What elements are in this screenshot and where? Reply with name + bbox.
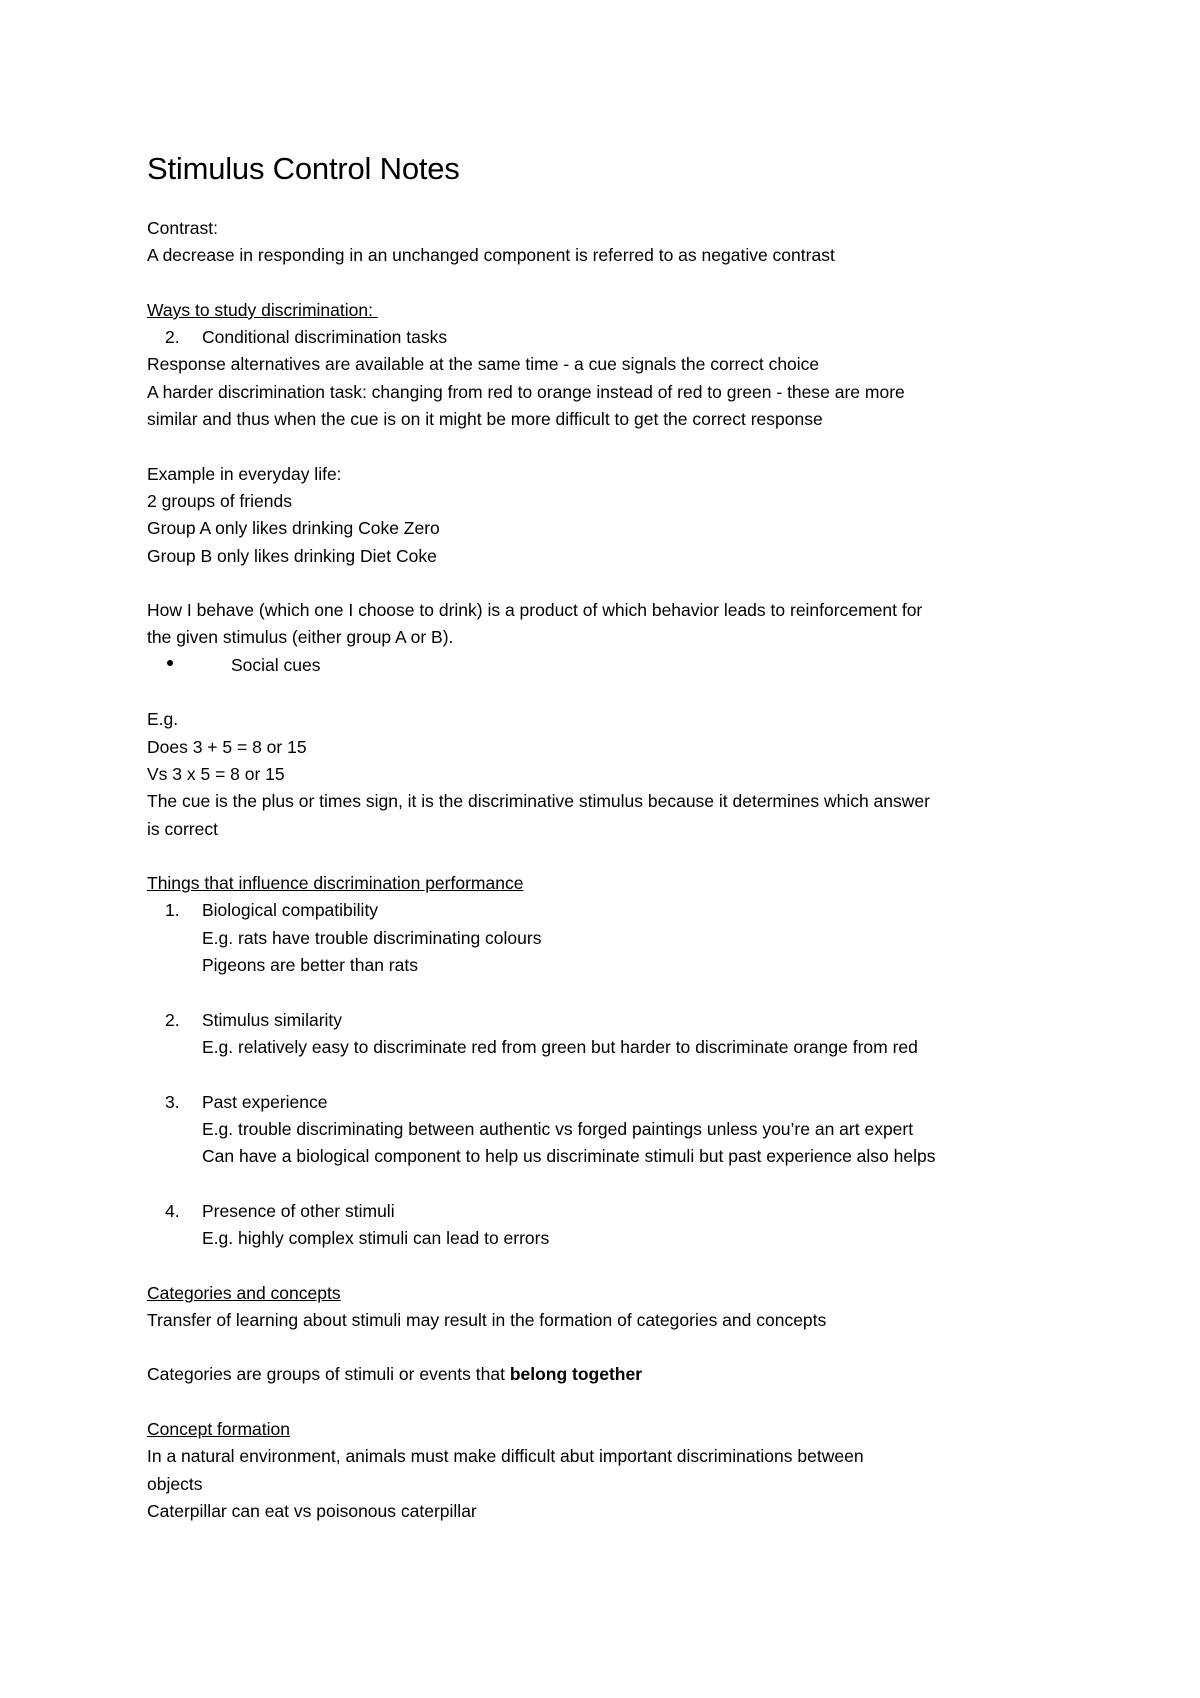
influence-item-3-sub-2: Can have a biological component to help us discriminate stimuli but past experience also helps bbox=[202, 1146, 936, 1167]
list-item-label: Past experience bbox=[202, 1091, 328, 1112]
spacer bbox=[147, 570, 1087, 597]
eg-line-3: The cue is the plus or times sign, it is the discriminative stimulus because it determines which answer bbox=[147, 791, 930, 812]
document-title: Stimulus Control Notes bbox=[147, 151, 460, 186]
categories-heading bbox=[147, 1280, 1087, 1307]
spacer bbox=[147, 843, 1087, 870]
spacer bbox=[147, 679, 1087, 706]
concept-heading-text: Concept formation bbox=[147, 1419, 290, 1440]
influence-heading-text: Things that influence discrimination performance bbox=[147, 873, 524, 894]
spacer bbox=[147, 1252, 1087, 1279]
ways-heading bbox=[147, 297, 1087, 324]
list-item-label: Stimulus similarity bbox=[202, 1009, 343, 1030]
eg-line-1: Does 3 + 5 = 8 or 15 bbox=[147, 736, 307, 757]
example-para-line-2: the given stimulus (either group A or B). bbox=[147, 627, 454, 648]
influence-item-2 bbox=[147, 1007, 1087, 1034]
list-item-label: Biological compatibility bbox=[202, 900, 379, 921]
influence-item-4-sub-1: E.g. highly complex stimuli can lead to errors bbox=[202, 1227, 550, 1248]
spacer bbox=[147, 1334, 1087, 1361]
ways-list-item bbox=[147, 324, 1087, 351]
concept-line-3: Caterpillar can eat vs poisonous caterpillar bbox=[147, 1500, 477, 1521]
categories-def-bold: belong together bbox=[509, 1364, 643, 1385]
example-para-line-1: How I behave (which one I choose to drink) is a product of which behavior leads to reinforcement for bbox=[147, 600, 923, 621]
influence-item-2-sub-1: E.g. relatively easy to discriminate red from green but harder to discriminate orange from red bbox=[202, 1036, 918, 1057]
bullet-item bbox=[147, 652, 1087, 679]
ways-line-2: A harder discrimination task: changing from red to orange instead of red to green - these are more bbox=[147, 381, 905, 402]
spacer bbox=[147, 979, 1087, 1006]
list-number: 2. bbox=[165, 1009, 180, 1030]
influence-heading bbox=[147, 870, 1087, 897]
influence-item-1-sub-2: Pigeons are better than rats bbox=[202, 955, 418, 976]
list-item-label: Presence of other stimuli bbox=[202, 1200, 395, 1221]
influence-item-3-sub-1: E.g. trouble discriminating between authentic vs forged paintings unless you’re an art expert bbox=[202, 1118, 914, 1139]
example-line-3: Group B only likes drinking Diet Coke bbox=[147, 545, 437, 566]
categories-definition bbox=[147, 1361, 1087, 1388]
list-number: 3. bbox=[165, 1091, 180, 1112]
example-line-2: Group A only likes drinking Coke Zero bbox=[147, 518, 440, 539]
categories-heading-text: Categories and concepts bbox=[147, 1282, 341, 1303]
influence-item-1-sub-1: E.g. rats have trouble discriminating colours bbox=[202, 927, 542, 948]
list-number: 2. bbox=[165, 327, 180, 348]
concept-heading bbox=[147, 1416, 1087, 1443]
eg-heading: E.g. bbox=[147, 709, 179, 730]
eg-line-2: Vs 3 x 5 = 8 or 15 bbox=[147, 763, 285, 784]
categories-def-prefix: Categories are groups of stimuli or events that bbox=[147, 1364, 510, 1385]
ways-heading-text: Ways to study discrimination: bbox=[147, 299, 373, 320]
contrast-heading: Contrast: bbox=[147, 218, 218, 238]
ways-line-3: similar and thus when the cue is on it might be more difficult to get the correct response bbox=[147, 409, 823, 430]
spacer bbox=[147, 1061, 1087, 1088]
concept-line-1: In a natural environment, animals must make difficult abut important discriminations between bbox=[147, 1446, 864, 1467]
influence-item-1 bbox=[147, 897, 1087, 924]
categories-text: Transfer of learning about stimuli may result in the formation of categories and concepts bbox=[147, 1309, 827, 1330]
list-number: 4. bbox=[165, 1200, 180, 1221]
influence-item-3 bbox=[147, 1089, 1087, 1116]
influence-item-4 bbox=[147, 1198, 1087, 1225]
spacer bbox=[147, 270, 1087, 297]
concept-line-2: objects bbox=[147, 1473, 203, 1494]
eg-line-4: is correct bbox=[147, 818, 218, 839]
bullet-text: Social cues bbox=[231, 654, 321, 675]
spacer bbox=[147, 1389, 1087, 1416]
example-heading: Example in everyday life: bbox=[147, 463, 342, 484]
list-item-label: Conditional discrimination tasks bbox=[202, 327, 448, 348]
ways-line-1: Response alternatives are available at the same time - a cue signals the correct choice bbox=[147, 354, 820, 375]
spacer bbox=[147, 1170, 1087, 1197]
spacer bbox=[147, 433, 1087, 460]
list-number: 1. bbox=[165, 900, 180, 921]
document-page bbox=[147, 148, 1087, 1525]
contrast-text: A decrease in responding in an unchanged component is referred to as negative contrast bbox=[147, 245, 835, 266]
example-line-1: 2 groups of friends bbox=[147, 490, 292, 511]
bullet-icon bbox=[167, 660, 173, 666]
